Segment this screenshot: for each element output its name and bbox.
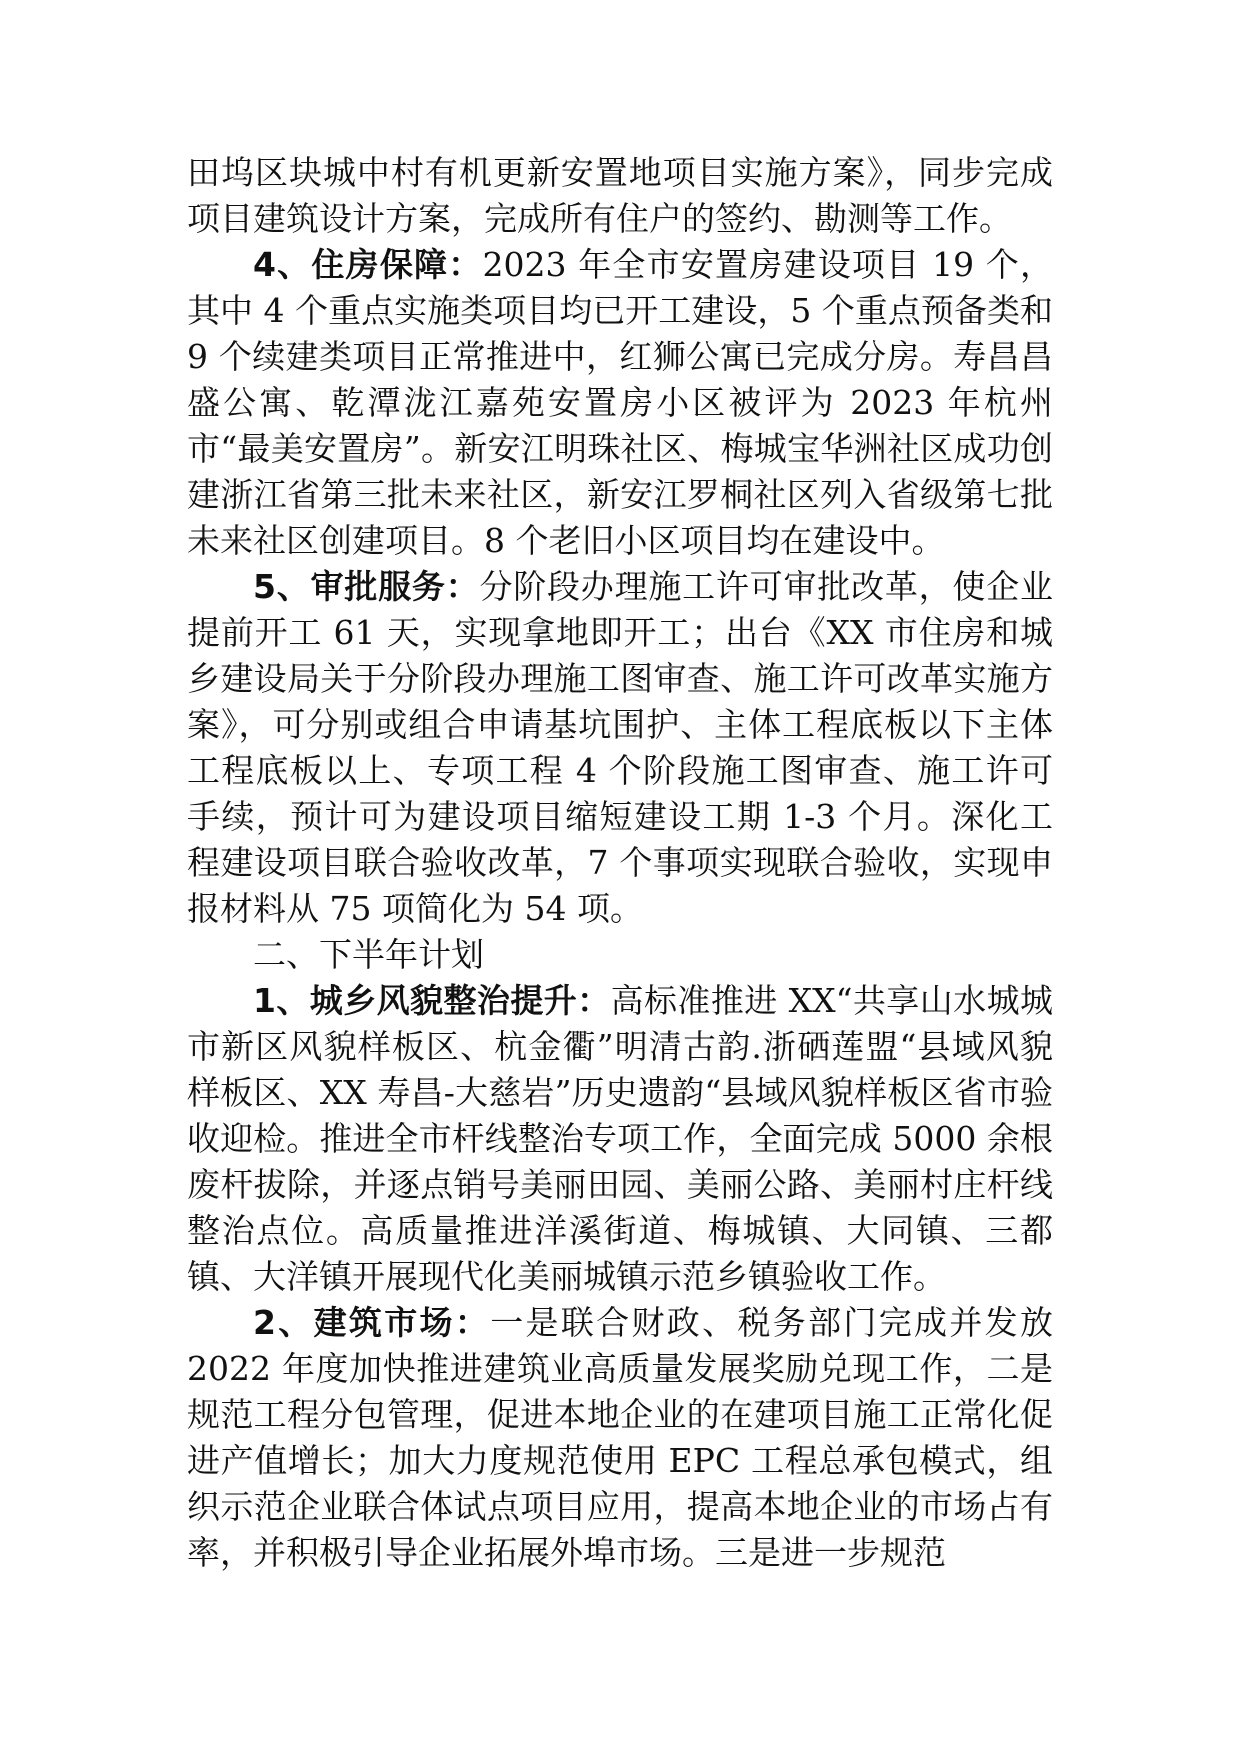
paragraph-heading: 2、建筑市场：	[253, 1303, 491, 1342]
section-title: 二、下半年计划	[253, 935, 484, 974]
paragraph-heading: 1、城乡风貌整治提升：	[253, 981, 611, 1020]
paragraph-construction-market	[187, 1300, 1053, 1576]
paragraph-text: 田坞区块城中村有机更新安置地项目实施方案》，同步完成项目建筑设计方案，完成所有住户的签约、勘测等工作。	[187, 153, 1053, 238]
paragraph-continuation	[187, 150, 1053, 242]
paragraph-text: 高标准推进 XX“共享山水城城市新区风貌样板区、杭金衢”明清古韵.浙硒莲盟“县域风貌样板区、XX 寿昌-大慈岩”历史遗韵“县域风貌样板区省市验收迎检。推进全市杆线整治专项工作，全面完成 5000 余根废杆拔除，并逐点销号美丽田园、美丽公路、美丽村庄杆线整治点位。高质量推进洋溪街道、梅城镇、大同镇、三都镇、大洋镇开展现代化美丽城镇示范乡镇验收工作。	[187, 981, 1053, 1296]
paragraph-heading: 4、住房保障：	[253, 245, 483, 284]
section-heading	[187, 932, 1053, 978]
paragraph-approval	[187, 564, 1053, 932]
paragraph-housing	[187, 242, 1053, 564]
paragraph-urban-rural	[187, 978, 1053, 1300]
paragraph-text: 分阶段办理施工许可审批改革，使企业提前开工 61 天，实现拿地即开工；出台《XX 市住房和城乡建设局关于分阶段办理施工图审查、施工许可改革实施方案》，可分别或组合申请基坑围护、主体工程底板以下主体工程底板以上、专项工程 4 个阶段施工图审查、施工许可手续，预计可为建设项目缩短建设工期 1-3 个月。深化工程建设项目联合验收改革，7 个事项实现联合验收，实现申报材料从 75 项简化为 54 项。	[187, 567, 1053, 928]
paragraph-text: 一是联合财政、税务部门完成并发放 2022 年度加快推进建筑业高质量发展奖励兑现工作，二是规范工程分包管理，促进本地企业的在建项目施工正常化促进产值增长；加大力度规范使用 EPC 工程总承包模式，组织示范企业联合体试点项目应用，提高本地企业的市场占有率，并积极引导企业拓展外埠市场。三是进一步规范	[187, 1303, 1053, 1572]
paragraph-heading: 5、审批服务：	[253, 567, 480, 606]
document-body	[187, 150, 1053, 1576]
paragraph-text: 2023 年全市安置房建设项目 19 个，其中 4 个重点实施类项目均已开工建设，5 个重点预备类和 9 个续建类项目正常推进中，红狮公寓已完成分房。寿昌昌盛公寓、乾潭泷江嘉苑安置房小区被评为 2023 年杭州市“最美安置房”。新安江明珠社区、梅城宝华洲社区成功创建浙江省第三批未来社区，新安江罗桐社区列入省级第七批未来社区创建项目。8 个老旧小区项目均在建设中。	[187, 245, 1053, 560]
